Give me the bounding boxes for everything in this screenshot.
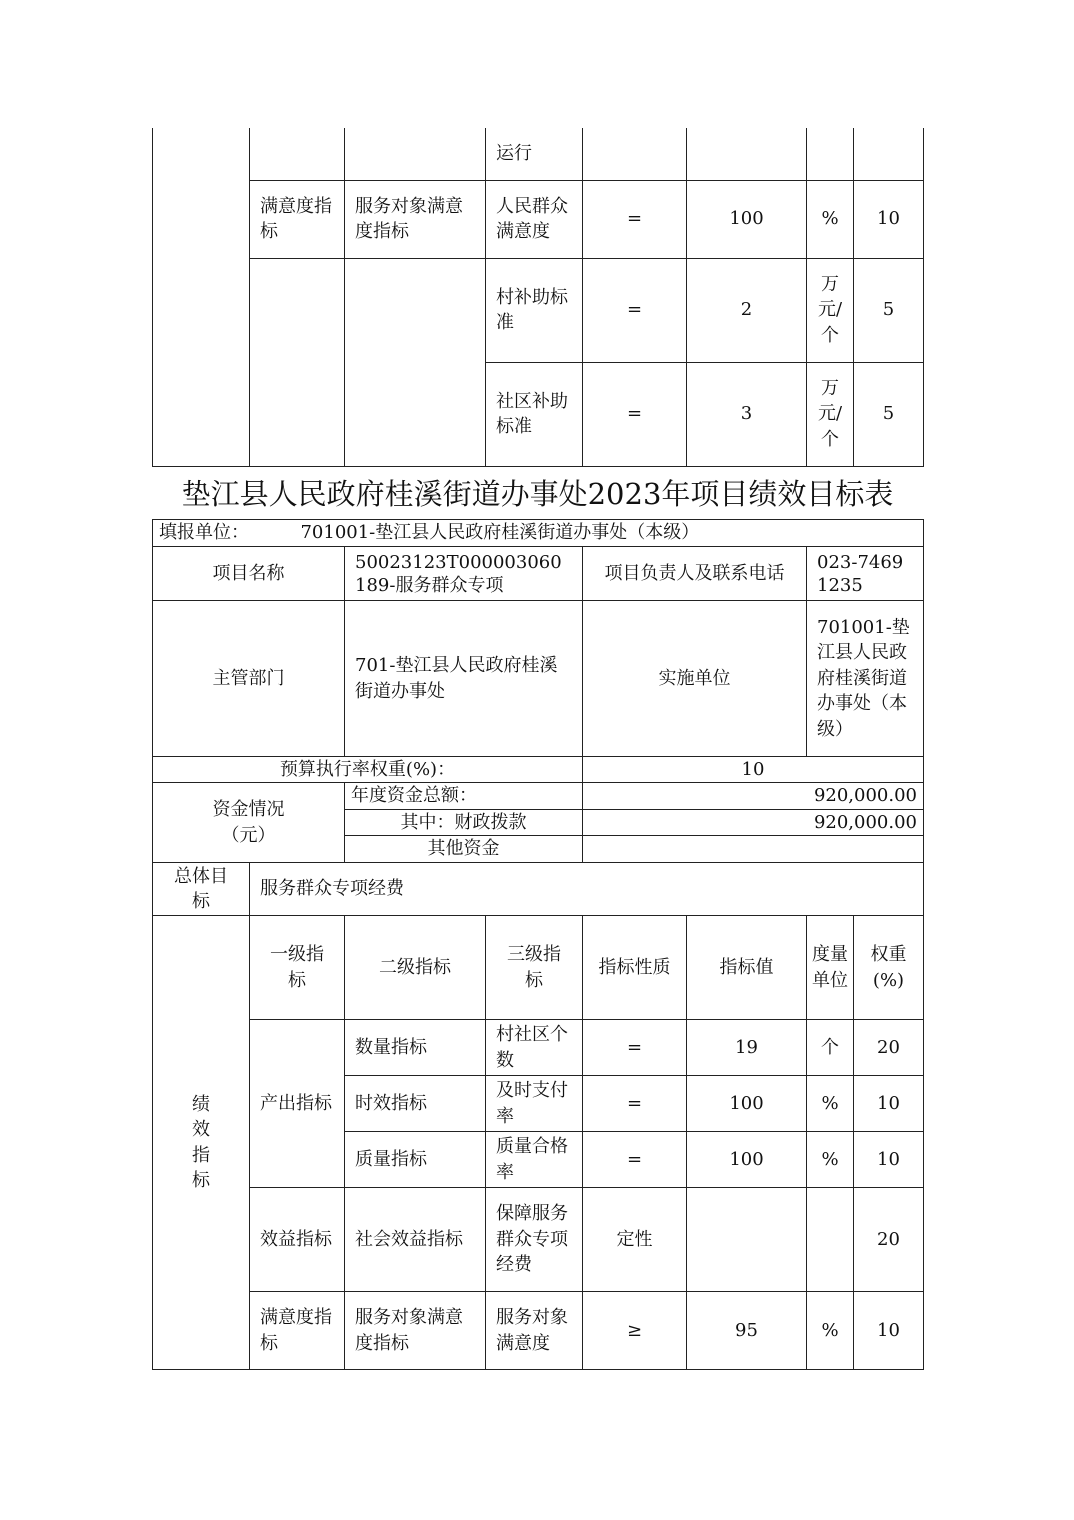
continued-indicator-table (152, 128, 924, 467)
fiscal-value: 920,000.00 (583, 810, 924, 836)
header-nature: 指标性质 (583, 916, 687, 1020)
dept-label: 主管部门 (153, 601, 345, 757)
unit-cell: % (807, 180, 854, 258)
indicators-label: 绩效指标 (153, 916, 250, 1370)
level2-cell: 社会效益指标 (345, 1188, 486, 1292)
level2-cell: 服务对象满意度指标 (345, 1292, 486, 1370)
header-level2: 二级指标 (345, 916, 486, 1020)
goal-label: 总体目标 (153, 863, 250, 916)
project-name-label: 项目名称 (153, 547, 345, 601)
unit-cell: 万元/个 (807, 258, 854, 362)
empty-cell (345, 128, 486, 180)
budget-weight-value: 10 (583, 757, 924, 783)
empty-cell (583, 128, 687, 180)
benefit-indicator-label: 效益指标 (250, 1188, 345, 1292)
project-name-value: 50023123T000003060189-服务群众专项 (345, 547, 583, 601)
empty-cell (854, 128, 924, 180)
weight-cell: 10 (854, 1132, 924, 1188)
value-cell: 2 (687, 258, 807, 362)
level3-cell: 村社区个数 (486, 1020, 583, 1076)
nature-cell: = (583, 1076, 687, 1132)
header-level3: 三级指标 (486, 916, 583, 1020)
unit-cell: 万元/个 (807, 362, 854, 466)
nature-cell: = (583, 1020, 687, 1076)
fill-unit-value: 701001-垫江县人民政府桂溪街道办事处（本级） (300, 522, 700, 543)
unit-cell: 个 (807, 1020, 854, 1076)
dept-value: 701-垫江县人民政府桂溪街道办事处 (345, 601, 583, 757)
weight-cell: 10 (854, 1076, 924, 1132)
level2-cell: 服务对象满意度指标 (345, 180, 486, 258)
value-cell (687, 1188, 807, 1292)
impl-label: 实施单位 (583, 601, 807, 757)
header-value: 指标值 (687, 916, 807, 1020)
contact-value: 023-74691235 (807, 547, 924, 601)
level3-cell: 质量合格率 (486, 1132, 583, 1188)
fiscal-label: 其中：财政拨款 (345, 810, 583, 836)
funds-label: 资金情况（元） (153, 783, 345, 863)
nature-cell: = (583, 258, 687, 362)
weight-cell: 5 (854, 362, 924, 466)
nature-cell: = (583, 1132, 687, 1188)
level3-cell: 服务对象满意度 (486, 1292, 583, 1370)
weight-cell: 20 (854, 1020, 924, 1076)
goal-value: 服务群众专项经费 (250, 863, 924, 916)
nature-cell: 定性 (583, 1188, 687, 1292)
level3-cell: 及时支付率 (486, 1076, 583, 1132)
empty-cell (807, 128, 854, 180)
satisfaction-indicator-label: 满意度指标 (250, 1292, 345, 1370)
weight-cell: 20 (854, 1188, 924, 1292)
value-cell: 100 (687, 180, 807, 258)
unit-cell: % (807, 1132, 854, 1188)
value-cell: 3 (687, 362, 807, 466)
other-funds-value (583, 836, 924, 863)
value-cell: 95 (687, 1292, 807, 1370)
value-cell: 100 (687, 1132, 807, 1188)
level2-cell: 质量指标 (345, 1132, 486, 1188)
empty-cell (153, 128, 250, 466)
weight-cell: 5 (854, 258, 924, 362)
unit-cell: % (807, 1076, 854, 1132)
output-indicator-label: 产出指标 (250, 1020, 345, 1188)
nature-cell: = (583, 180, 687, 258)
performance-target-table (152, 519, 924, 1370)
unit-cell: % (807, 1292, 854, 1370)
unit-cell (807, 1188, 854, 1292)
header-weight: 权重(%) (854, 916, 924, 1020)
level3-cell: 村补助标准 (486, 258, 583, 362)
document-title: 垫江县人民政府桂溪街道办事处2023年项目绩效目标表 (181, 477, 894, 511)
level3-cell: 保障服务群众专项经费 (486, 1188, 583, 1292)
contact-label: 项目负责人及联系电话 (583, 547, 807, 601)
weight-cell: 10 (854, 180, 924, 258)
weight-cell: 10 (854, 1292, 924, 1370)
level2-cell: 数量指标 (345, 1020, 486, 1076)
nature-cell: = (583, 362, 687, 466)
budget-weight-label: 预算执行率权重(%)： (153, 757, 583, 783)
annual-total-value: 920,000.00 (583, 783, 924, 810)
level3-cell: 社区补助标准 (486, 362, 583, 466)
annual-total-label: 年度资金总额： (345, 783, 583, 810)
value-cell: 100 (687, 1076, 807, 1132)
other-funds-label: 其他资金 (345, 836, 583, 863)
empty-cell (250, 258, 345, 466)
empty-cell (345, 258, 486, 466)
fill-unit-label: 填报单位： (159, 522, 249, 543)
impl-value: 701001-垫江县人民政府桂溪街道办事处（本级） (807, 601, 924, 757)
header-unit: 度量单位 (807, 916, 854, 1020)
header-level1: 一级指标 (250, 916, 345, 1020)
level2-cell: 时效指标 (345, 1076, 486, 1132)
level3-cell: 人民群众满意度 (486, 180, 583, 258)
empty-cell (687, 128, 807, 180)
level1-cell: 满意度指标 (250, 180, 345, 258)
value-cell: 19 (687, 1020, 807, 1076)
nature-cell: ≥ (583, 1292, 687, 1370)
empty-cell (250, 128, 345, 180)
level3-cell: 运行 (486, 128, 583, 180)
